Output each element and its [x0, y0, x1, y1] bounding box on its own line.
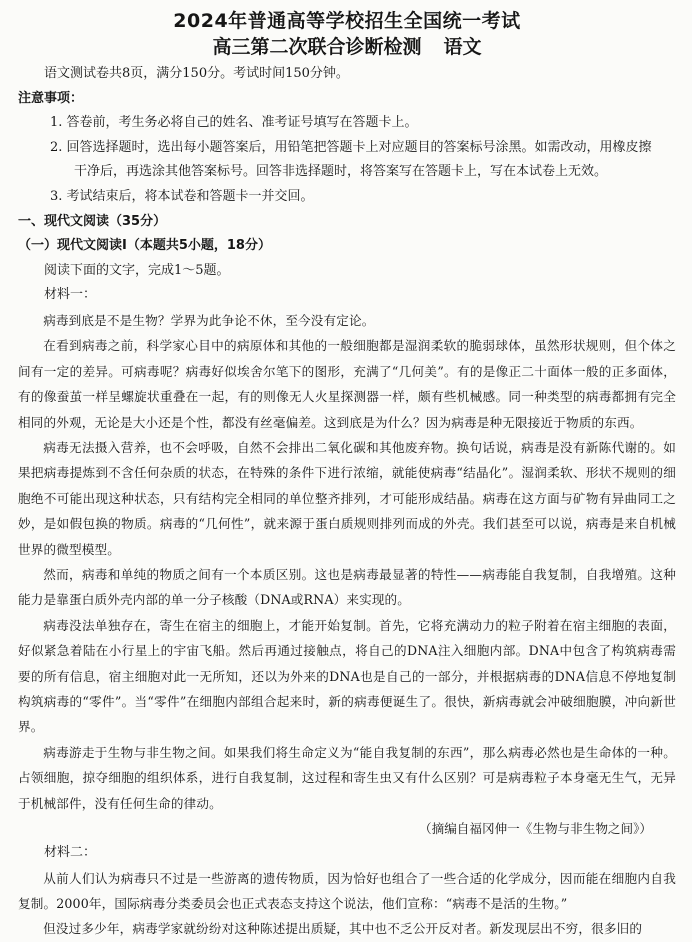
- subsection-heading: （一）现代文阅读Ⅰ（本题共5小题，18分）: [18, 238, 271, 254]
- exam-subtitle-main: 高三第二次联合诊断检测: [212, 36, 422, 58]
- exam-intro: 语文测试卷共8页，满分150分。考试时间150分钟。: [44, 66, 349, 81]
- reading-instruction: 阅读下面的文字，完成1～5题。: [44, 262, 230, 278]
- notice-item-1: 1. 答卷前，考生务必将自己的姓名、准考证号填写在答题卡上。: [50, 115, 418, 131]
- material-1-paragraph: 病毒没法单独存在，寄生在宿主的细胞上，才能开始复制。首先，它将充满动力的粒子附着在宿主细胞的表面，好似紧急着陆在小行星上的宇宙飞船。然后再通过接触点，将自己的DNA注入细胞内部。DNA中包含了构筑病毒需要的所有信息，宿主细胞对此一无所知，还以为外来的DNA也是自己的一部分，并根据病毒的DNA信息不停地复制构筑病毒的“零件”。当“零件”在细胞内部组合起来时，新的病毒便诞生了。很快，新病毒就会冲破细胞膜，冲向新世界。: [18, 617, 676, 735]
- exam-title: 2024年普通高等学校招生全国统一考试: [173, 10, 521, 32]
- material-1-paragraph: 在看到病毒之前，科学家心目中的病原体和其他的一般细胞都是湿润柔软的脆弱球体，虽然形状规则，但个体之间有一定的差异。可病毒呢？病毒好似埃舍尔笔下的图形，充满了“几何美”。有的是像正二十面体一般的正多面体，有的像蚕茧一样呈螺旋状重叠在一起，有的则像无人火星探测器一样，颇有些机械感。同一种类型的病毒都拥有完全相同的外观，无论是大小还是个性，都没有丝毫偏差。这到底是为什么？因为病毒是种无限接近于物质的东西。: [18, 338, 676, 430]
- section-heading: 一、现代文阅读（35分）: [18, 213, 167, 229]
- exam-subject: 语文: [443, 36, 482, 58]
- material-2-label: 材料二：: [44, 845, 97, 861]
- material-1-source: （摘编自福冈伸一《生物与非生物之间》）: [419, 821, 652, 837]
- material-2-paragraph: 但没过多少年，病毒学家就纷纷对这种陈述提出质疑，其中也不乏公开反对者。新发现层出不穷，很多旧的: [43, 921, 643, 937]
- material-1-paragraph: 病毒游走于生物与非生物之间。如果我们将生命定义为“能自我复制的东西”，那么病毒必然也是生命体的一种。占领细胞，掠夺细胞的组织体系，进行自我复制，这过程和寄生虫又有什么区别？可是病毒粒子本身毫无生气，无异于机械部件，没有任何生命的律动。: [18, 744, 676, 811]
- material-1-paragraph: 病毒无法摄入营养，也不会呼吸，自然不会排出二氧化碳和其他废弃物。换句话说，病毒是没有新陈代谢的。如果把病毒提炼到不含任何杂质的状态，在特殊的条件下进行浓缩，就能使病毒“结晶化”。湿润柔软、形状不规则的细胞绝不可能出现这种状态，只有结构完全相同的单位整齐排列，才可能形成结晶。病毒在这方面与矿物有异曲同工之妙，是如假包换的物质。病毒的“几何性”，就来源于蛋白质规则排列而成的外壳。我们甚至可以说，病毒是来自机械世界的微型模型。: [18, 439, 676, 557]
- material-1-paragraph: 然而，病毒和单纯的物质之间有一个本质区别。这也是病毒最显著的特性——病毒能自我复制，自我增殖。这种能力是靠蛋白质外壳内部的单一分子核酸（DNA或RNA）来实现的。: [18, 567, 676, 608]
- notice-heading: 注意事项：: [18, 90, 84, 106]
- exam-subtitle: [18, 34, 676, 60]
- material-1-label: 材料一：: [44, 287, 97, 303]
- notice-item-2: 2. 回答选择题时，选出每小题答案后，用铅笔把答题卡上对应题目的答案标号涂黑。如需改动，用橡皮擦: [50, 139, 652, 155]
- material-2-paragraph: 从前人们认为病毒只不过是一些游离的遗传物质，因为恰好也组合了一些合适的化学成分，因而能在细胞内自我复制。2000年，国际病毒分类委员会也正式表态支持这个说法，他们宣称：“病毒不是活的生物。”: [18, 870, 676, 912]
- material-1-paragraph: 病毒到底是不是生物？学界为此争论不休，至今没有定论。: [43, 312, 375, 328]
- notice-item-3: 3. 考试结束后，将本试卷和答题卡一并交回。: [50, 188, 314, 204]
- notice-item-2-cont: 干净后，再选涂其他答案标号。回答非选择题时，将答案写在答题卡上，写在本试卷上无效。: [74, 164, 608, 180]
